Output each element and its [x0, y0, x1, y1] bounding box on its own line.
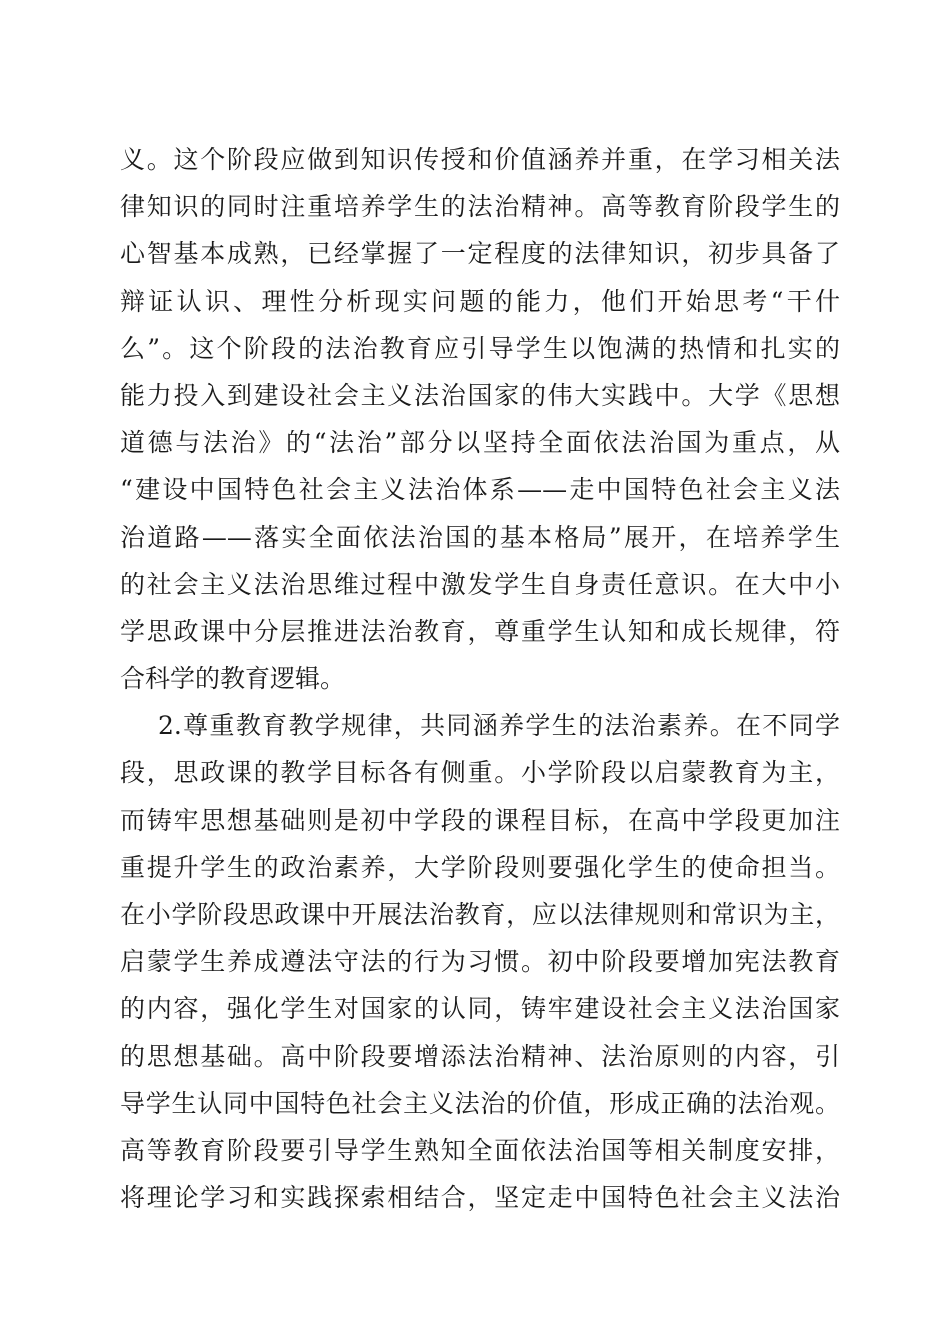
text-line: 律知识的同时注重培养学生的法治精神。高等教育阶段学生的 [120, 192, 840, 222]
text-line: 辩证认识、理性分析现实问题的能力，他们开始思考“干什 [120, 286, 840, 316]
text-line: 将理论学习和实践探索相结合，坚定走中国特色社会主义法治 [120, 1183, 840, 1213]
text-line: 高等教育阶段要引导学生熟知全面依法治国等相关制度安排， [120, 1135, 840, 1165]
text-line: 义。这个阶段应做到知识传授和价值涵养并重，在学习相关法 [120, 145, 840, 174]
text-line: 的思想基础。高中阶段要增添法治精神、法治原则的内容，引 [120, 1041, 840, 1071]
text-line: 而铸牢思想基础则是初中学段的课程目标，在高中学段更加注 [120, 805, 840, 835]
body-text [120, 136, 840, 1221]
text-line: 学思政课中分层推进法治教育，尊重学生认知和成长规律，符 [120, 616, 840, 646]
paragraph-end-line: 合科学的教育逻辑。 [120, 664, 346, 694]
text-line: 重提升学生的政治素养，大学阶段则要强化学生的使命担当。 [120, 852, 840, 882]
text-line: 启蒙学生养成遵法守法的行为习惯。初中阶段要增加宪法教育 [120, 947, 840, 977]
text-line: 心智基本成熟，已经掌握了一定程度的法律知识，初步具备了 [120, 239, 840, 269]
text-line: 的内容，强化学生对国家的认同，铸牢建设社会主义法治国家 [120, 994, 840, 1024]
text-line: 能力投入到建设社会主义法治国家的伟大实践中。大学《思想 [120, 380, 840, 410]
text-line: 么”。这个阶段的法治教育应引导学生以饱满的热情和扎实的 [120, 333, 840, 363]
text-line: 的社会主义法治思维过程中激发学生自身责任意识。在大中小 [120, 569, 840, 599]
text-line: 道德与法治》的“法治”部分以坚持全面依法治国为重点，从 [120, 428, 840, 458]
section-heading-line: 2.尊重教育教学规律，共同涵养学生的法治素养。在不同学 [158, 711, 840, 741]
text-line: 在小学阶段思政课中开展法治教育，应以法律规则和常识为主， [120, 900, 840, 929]
text-line: 导学生认同中国特色社会主义法治的价值，形成正确的法治观。 [120, 1088, 840, 1118]
text-line: 治道路——落实全面依法治国的基本格局”展开，在培养学生 [120, 522, 840, 552]
text-line: 段，思政课的教学目标各有侧重。小学阶段以启蒙教育为主， [120, 758, 840, 788]
text-line: “建设中国特色社会主义法治体系——走中国特色社会主义法 [120, 475, 840, 505]
